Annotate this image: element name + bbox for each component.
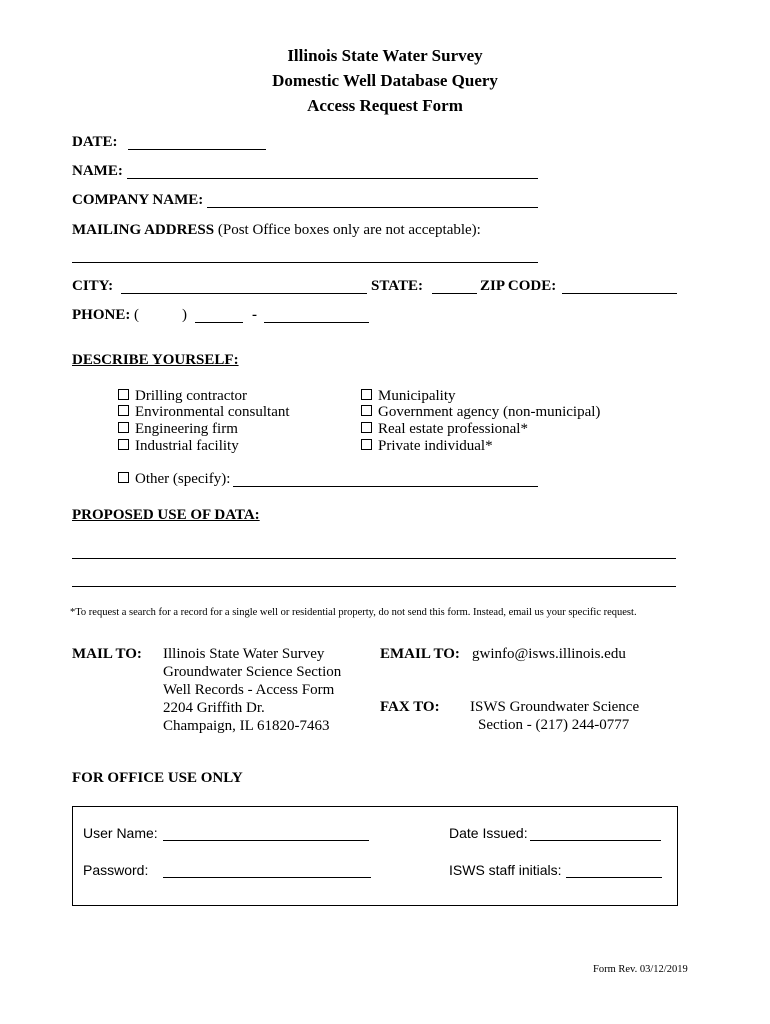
fax-line-2: Section - (217) 244-0777: [478, 717, 630, 733]
city-label: CITY:: [72, 278, 114, 294]
option-government-agency[interactable]: [361, 404, 600, 421]
checkbox[interactable]: [118, 389, 129, 400]
mailing-address-label: [72, 222, 481, 239]
city-field[interactable]: [121, 293, 367, 294]
company-label: COMPANY NAME:: [72, 192, 204, 208]
office-use-heading: FOR OFFICE USE ONLY: [72, 770, 243, 786]
checkbox[interactable]: [118, 439, 129, 450]
phone-label: PHONE:: [72, 307, 131, 323]
mail-address-line: Well Records - Access Form: [163, 682, 335, 698]
password-label: Password:: [83, 862, 149, 878]
proposed-use-heading: PROPOSED USE OF DATA:: [72, 507, 260, 523]
option-label: Private individual*: [378, 438, 493, 454]
describe-heading: DESCRIBE YOURSELF:: [72, 352, 239, 368]
checkbox[interactable]: [118, 472, 129, 483]
option-label: Real estate professional*: [378, 421, 528, 437]
option-real-estate-professional[interactable]: [361, 421, 528, 438]
option-industrial-facility[interactable]: [118, 438, 239, 455]
option-label: Industrial facility: [135, 438, 239, 454]
name-label: NAME:: [72, 163, 123, 179]
company-field[interactable]: [207, 207, 538, 208]
phone-dash: -: [252, 307, 257, 323]
mail-address-line: 2204 Griffith Dr.: [163, 700, 265, 716]
office-use-box: [72, 806, 678, 906]
staff-initials-label: ISWS staff initials:: [449, 862, 562, 878]
checkbox[interactable]: [361, 389, 372, 400]
fax-line-1: ISWS Groundwater Science: [470, 699, 640, 715]
staff-initials-field[interactable]: [566, 877, 662, 878]
phone-close-paren: ): [182, 307, 187, 323]
mail-address-line: Groundwater Science Section: [163, 664, 342, 680]
option-drilling-contractor[interactable]: [118, 388, 247, 405]
username-field[interactable]: [163, 840, 369, 841]
option-environmental-consultant[interactable]: [118, 404, 290, 421]
checkbox[interactable]: [361, 439, 372, 450]
option-label: Environmental consultant: [135, 404, 290, 420]
footnote: *To request a search for a record for a single well or residential property, do not send this form. Instead, email us your specific request.: [70, 607, 637, 618]
mailing-address-note: (Post Office boxes only are not acceptable):: [217, 222, 481, 238]
checkbox[interactable]: [118, 422, 129, 433]
username-label: User Name:: [83, 825, 158, 841]
mailing-address-field[interactable]: [72, 262, 538, 263]
option-label: Engineering firm: [135, 421, 238, 437]
date-label: DATE:: [72, 134, 118, 150]
option-label: Drilling contractor: [135, 388, 248, 404]
checkbox[interactable]: [361, 405, 372, 416]
phone-number-field[interactable]: [264, 322, 369, 323]
form-title-line1: Illinois State Water Survey: [287, 46, 483, 65]
name-field[interactable]: [127, 178, 538, 179]
phone-prefix-field[interactable]: [195, 322, 243, 323]
email-address-link[interactable]: gwinfo@isws.illinois.edu: [472, 646, 626, 662]
mail-address-line: Champaign, IL 61820-7463: [163, 718, 330, 734]
checkbox[interactable]: [361, 422, 372, 433]
option-other[interactable]: [118, 471, 230, 488]
mail-to-label: MAIL TO:: [72, 646, 142, 662]
fax-to-label: FAX TO:: [380, 699, 440, 715]
option-municipality[interactable]: [361, 388, 456, 405]
option-private-individual[interactable]: [361, 438, 493, 455]
state-field[interactable]: [432, 293, 477, 294]
password-field[interactable]: [163, 877, 371, 878]
option-engineering-firm[interactable]: [118, 421, 238, 438]
mail-address-line: Illinois State Water Survey: [163, 646, 325, 662]
mailing-address-title: MAILING ADDRESS: [72, 222, 215, 238]
other-specify-field[interactable]: [233, 486, 538, 487]
date-issued-label: Date Issued:: [449, 825, 528, 841]
form-revision: Form Rev. 03/12/2019: [593, 964, 688, 975]
form-title-line2: Domestic Well Database Query: [272, 71, 498, 90]
zip-field[interactable]: [562, 293, 677, 294]
option-label: Government agency (non-municipal): [378, 404, 601, 420]
zip-label: ZIP CODE:: [480, 278, 557, 294]
date-issued-field[interactable]: [530, 840, 661, 841]
email-to-label: EMAIL TO:: [380, 646, 460, 662]
date-field[interactable]: [128, 149, 266, 150]
form-title-line3: Access Request Form: [307, 96, 463, 115]
proposed-use-line-1[interactable]: [72, 558, 676, 559]
option-label: Other (specify):: [135, 471, 231, 487]
phone-open-paren: (: [134, 307, 139, 323]
proposed-use-line-2[interactable]: [72, 586, 676, 587]
option-label: Municipality: [378, 388, 456, 404]
state-label: STATE:: [371, 278, 423, 294]
checkbox[interactable]: [118, 405, 129, 416]
